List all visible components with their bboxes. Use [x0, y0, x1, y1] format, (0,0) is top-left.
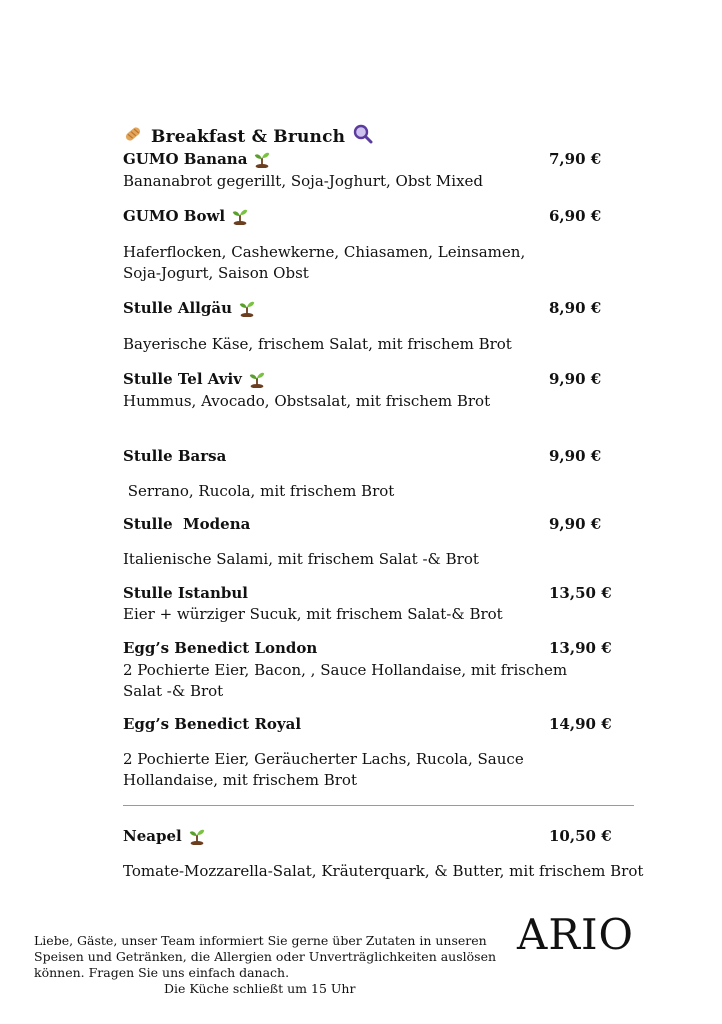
- menu-item-description: Bananabrot gegerillt, Soja-Joghurt, Obst Mixed: [123, 172, 484, 190]
- menu-item-price: 10,50 €: [549, 827, 612, 845]
- section-title: Breakfast & Brunch: [151, 126, 346, 147]
- menu-item-name: Stulle Istanbul: [123, 584, 248, 602]
- bread-icon: [123, 124, 143, 149]
- menu-item-price: 14,90 €: [549, 715, 612, 733]
- menu-item-description: 2 Pochierte Eier, Geräucherter Lachs, Rucola, Sauce Hollandaise, mit frischem Brot: [123, 750, 524, 789]
- menu-item-price: 8,90 €: [549, 299, 602, 317]
- restaurant-logo: ARIO: [517, 910, 634, 959]
- kitchen-closing-note: Die Küche schließt um 15 Uhr: [164, 981, 356, 996]
- menu-item-price: 9,90 €: [549, 515, 602, 533]
- section-divider: [123, 805, 634, 806]
- menu-item-name: Neapel: [123, 827, 206, 845]
- menu-item-name: Stulle Barsa: [123, 447, 227, 465]
- sprout-icon: [238, 299, 256, 317]
- menu-item-description: Tomate-Mozzarella-Salat, Kräuterquark, & Butter, mit frischem Brot: [123, 862, 644, 880]
- menu-item-name: Egg’s Benedict London: [123, 639, 318, 657]
- sprout-icon: [248, 370, 266, 388]
- menu-item-price: 7,90 €: [549, 150, 602, 168]
- menu-item-name: Stulle Allgäu: [123, 299, 256, 317]
- menu-item-price: 13,50 €: [549, 584, 612, 602]
- sprout-icon: [188, 827, 206, 845]
- menu-item-name: Egg’s Benedict Royal: [123, 715, 302, 733]
- menu-item-description: Serrano, Rucola, mit frischem Brot: [123, 482, 395, 500]
- allergy-notice: [34, 933, 504, 997]
- section-heading: [123, 124, 373, 149]
- menu-item-name: GUMO Bowl: [123, 207, 249, 225]
- menu-item-price: 9,90 €: [549, 370, 602, 388]
- magnifier-icon: [353, 124, 373, 149]
- sprout-icon: [253, 150, 271, 168]
- menu-item-description: Haferflocken, Cashewkerne, Chiasamen, Leinsamen, Soja-Jogurt, Saison Obst: [123, 243, 526, 282]
- menu-item-name: Stulle Tel Aviv: [123, 370, 266, 388]
- menu-item-price: 6,90 €: [549, 207, 602, 225]
- menu-item-name: GUMO Banana: [123, 150, 271, 168]
- menu-item-price: 9,90 €: [549, 447, 602, 465]
- allergy-notice-text: Liebe, Gäste, unser Team informiert Sie gerne über Zutaten in unseren Speisen und Getränken, die Allergien oder Unverträglichkeiten auslösen können. Fragen Sie uns einfach danach.: [34, 933, 497, 980]
- menu-item-description: Hummus, Avocado, Obstsalat, mit frischem Brot: [123, 392, 491, 410]
- menu-item-name: Stulle Modena: [123, 515, 251, 533]
- sprout-icon: [231, 207, 249, 225]
- menu-item-description: Bayerische Käse, frischem Salat, mit frischem Brot: [123, 335, 512, 353]
- menu-item-description: Eier + würziger Sucuk, mit frischem Salat-& Brot: [123, 605, 503, 623]
- menu-item-price: 13,90 €: [549, 639, 612, 657]
- menu-item-description: 2 Pochierte Eier, Bacon, , Sauce Hollandaise, mit frischem Salat -& Brot: [123, 661, 568, 700]
- menu-item-description: Italienische Salami, mit frischem Salat -& Brot: [123, 550, 479, 568]
